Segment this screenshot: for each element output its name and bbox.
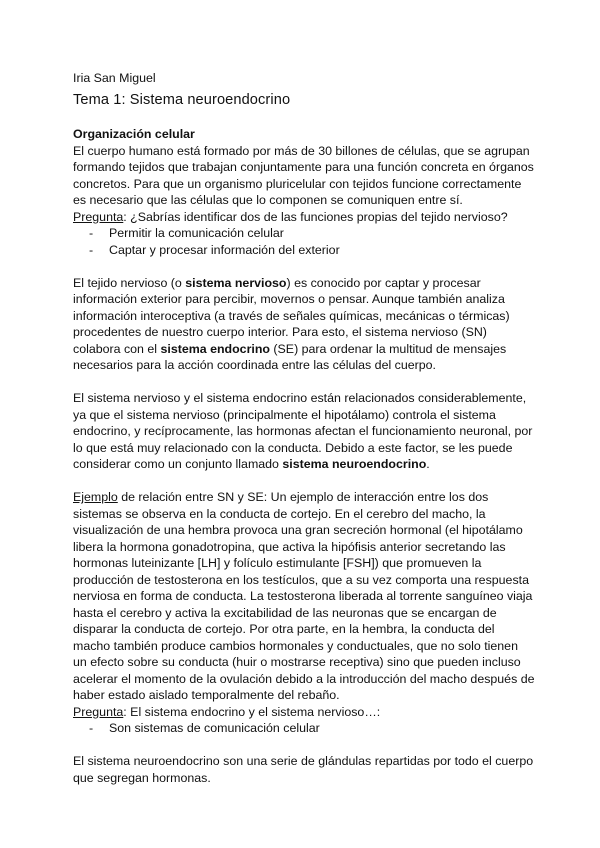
paragraph-neuroendocrino: El sistema neuroendocrino son una serie de glándulas repartidas por todo el cuerpo que segregan hormonas. — [73, 754, 534, 785]
question-text: : El sistema endocrino y el sistema nervioso…: — [123, 704, 381, 719]
bold-term: sistema endocrino — [160, 341, 270, 356]
bold-term: sistema nervioso — [185, 275, 287, 290]
answer-list-2 — [73, 720, 535, 737]
bold-term: sistema neuroendocrino — [282, 457, 427, 471]
example-label: Ejemplo — [73, 490, 118, 504]
question-text: : ¿Sabrías identificar dos de las funciones propias del tejido nervioso? — [123, 209, 508, 224]
question-2 — [73, 704, 535, 721]
question-label: Pregunta — [73, 704, 124, 719]
paragraph-tejido-nervioso: El tejido nervioso (o sistema nervioso) es conocido por captar y procesar información exterior para percibir, movernos o pensar. Aunque también analiza información interoceptiva (a través de señales químicas, mecánicas o térmicas) procedentes de nuestro cuerpo interior. Para esto, el sistema nervioso (SN) colabora con el sistema endocrino (SE) para ordenar la multitud de mensajes necesarios para la acción coordinada entre las células del cuerpo. — [73, 275, 510, 372]
answer-list-1 — [73, 225, 535, 258]
question-label: Pregunta — [73, 209, 124, 224]
list-item: - Son sistemas de comunicación celular — [73, 720, 535, 737]
document-title: Tema 1: Sistema neuroendocrino — [73, 92, 291, 108]
document-page — [73, 70, 535, 786]
author-name: Iria San Miguel — [73, 71, 156, 85]
question-1 — [73, 209, 535, 226]
list-item: - Permitir la comunicación celular — [73, 225, 535, 242]
list-item: - Captar y procesar información del exterior — [73, 242, 535, 259]
paragraph-ejemplo: Ejemplo de relación entre SN y SE: Un ejemplo de interacción entre los dos sistemas se observa en la conducta de cortejo. En el cerebro del macho, la visualización de una hembra provoca una gran secreción hormonal (el hipotálamo libera la hormona gonadotropina, que activa la hipófisis anterior secretando las hormonas luteinizante [LH] y folículo estimulante [FSH]) que promueven la producción de testosterona en los testículos, que a su vez comporta una respuesta nerviosa en forma de conducta. La testosterona liberada al torrente sanguíneo viaja hasta el cerebro y activa la excitabilidad de las neuronas que se encargan de disparar la conducta de cortejo. Por otra parte, en la hembra, la conducta del macho también produce cambios hormonales y conductuales, que no solo tienen un efecto sobre su conducta (huir o mostrarse receptiva) sino que pueden incluso acelerar el momento de la ovulación debido a la introducción del macho después de haber estado aislado temporalmente del rebaño. — [73, 490, 535, 702]
section-heading: Organización celular — [73, 127, 195, 141]
paragraph-relacion: El sistema nervioso y el sistema endocrino están relacionados considerablemente, ya que el sistema nervioso (principalmente el hipotálamo) controla el sistema endocrino, y recíprocamente, las hormonas afectan el funcionamiento neuronal, por lo que está muy relacionado con la conducta. Debido a este factor, se les puede considerar como un conjunto llamado sistema neuroendocrino. — [73, 391, 533, 471]
paragraph-intro: El cuerpo humano está formado por más de 30 billones de células, que se agrupan formando tejidos que trabajan conjuntamente para una función concreta en órganos concretos. Para que un organismo pluricelular con tejidos funcione correctamente es necesario que las células que lo componen se comuniquen entre sí. — [73, 143, 534, 207]
